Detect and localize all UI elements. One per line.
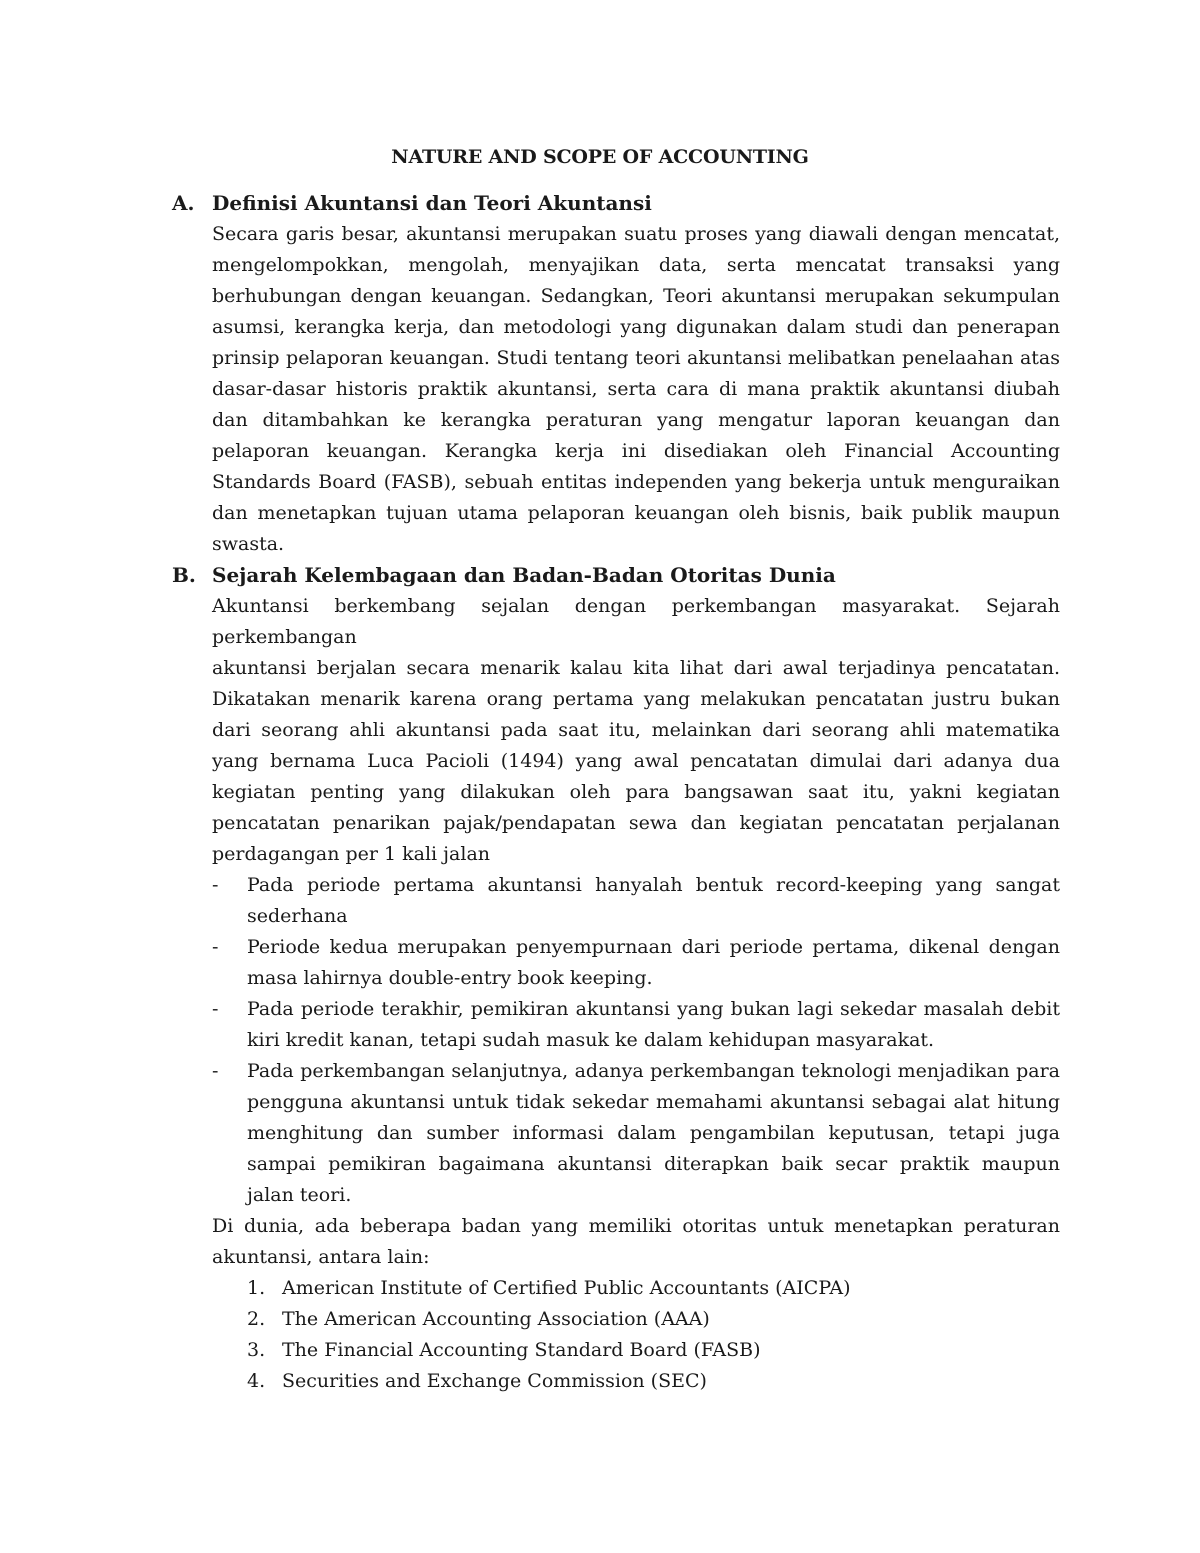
list-item-text: Pada periode terakhir, pemikiran akuntansi yang bukan lagi sekedar masalah debit kiri kredit kanan, tetapi sudah masuk ke dalam kehidupan masyarakat. <box>247 998 1060 1051</box>
list-number: 4. <box>247 1370 266 1392</box>
list-item-text: Securities and Exchange Commission (SEC) <box>282 1370 707 1392</box>
list-item <box>212 870 1060 932</box>
list-item <box>212 932 1060 994</box>
list-number: 2. <box>247 1308 266 1330</box>
history-period-list <box>212 870 1060 1211</box>
list-item-text: American Institute of Certified Public Accountants (AICPA) <box>282 1277 851 1299</box>
authority-list <box>247 1273 1060 1397</box>
list-number: 1. <box>247 1277 266 1299</box>
section-b-intro-paragraph: akuntansi berjalan secara menarik kalau kita lihat dari awal terjadinya pencatatan. Dikatakan menarik karena orang pertama yang melakukan pencatatan justru bukan dari seorang ahli akuntansi pada saat itu, melainkan dari seorang ahli matematika yang bernama Luca Pacioli (1494) yang awal pencatatan dimulai dari adanya dua kegiatan penting yang dilakukan oleh para bangsawan saat itu, yakni kegiatan pencatatan penarikan pajak/pendapatan sewa dan kegiatan pencatatan perjalanan perdagangan per 1 kali jalan <box>212 657 1060 865</box>
section-b-heading-text: Sejarah Kelembagaan dan Badan-Badan Otoritas Dunia <box>212 563 836 587</box>
list-item <box>247 1335 1060 1366</box>
list-item <box>212 1056 1060 1211</box>
list-item <box>212 994 1060 1056</box>
authority-intro-paragraph: Di dunia, ada beberapa badan yang memiliki otoritas untuk menetapkan peraturan akuntansi, antara lain: <box>212 1215 1060 1268</box>
list-item <box>247 1273 1060 1304</box>
list-item-text: Pada periode pertama akuntansi hanyalah bentuk record-keeping yang sangat sederhana <box>247 874 1060 927</box>
section-a <box>172 188 1060 560</box>
dash-bullet: - <box>212 998 219 1020</box>
dash-bullet: - <box>212 1060 219 1082</box>
section-a-heading-text: Definisi Akuntansi dan Teori Akuntansi <box>212 191 652 215</box>
section-b <box>172 560 1060 1397</box>
section-a-heading <box>172 188 1060 219</box>
list-item-text: Pada perkembangan selanjutnya, adanya perkembangan teknologi menjadikan para pengguna akuntansi untuk tidak sekedar memahami akuntansi sebagai alat hitung menghitung dan sumber informasi dalam pengambilan keputusan, tetapi juga sampai pemikiran bagaimana akuntansi diterapkan baik secar praktik maupun jalan teori. <box>247 1060 1060 1206</box>
section-b-letter: B. <box>172 563 196 587</box>
section-b-heading <box>172 560 1060 591</box>
dash-bullet: - <box>212 936 219 958</box>
list-number: 3. <box>247 1339 266 1361</box>
page-title: NATURE AND SCOPE OF ACCOUNTING <box>391 146 809 168</box>
section-b-intro-line1: Akuntansi berkembang sejalan dengan perkembangan masyarakat. Sejarah perkembangan <box>212 595 1060 648</box>
list-item-text: The Financial Accounting Standard Board (FASB) <box>282 1339 761 1361</box>
section-a-paragraph: Secara garis besar, akuntansi merupakan suatu proses yang diawali dengan mencatat, mengelompokkan, mengolah, menyajikan data, serta mencatat transaksi yang berhubungan dengan keuangan. Sedangkan, Teori akuntansi merupakan sekumpulan asumsi, kerangka kerja, dan metodologi yang digunakan dalam studi dan penerapan prinsip pelaporan keuangan. Studi tentang teori akuntansi melibatkan penelaahan atas dasar-dasar historis praktik akuntansi, serta cara di mana praktik akuntansi diubah dan ditambahkan ke kerangka peraturan yang mengatur laporan keuangan dan pelaporan keuangan. Kerangka kerja ini disediakan oleh Financial Accounting Standards Board (FASB), sebuah entitas independen yang bekerja untuk menguraikan dan menetapkan tujuan utama pelaporan keuangan oleh bisnis, baik publik maupun swasta. <box>212 223 1060 555</box>
dash-bullet: - <box>212 874 219 896</box>
list-item <box>247 1304 1060 1335</box>
list-item <box>247 1366 1060 1397</box>
list-item-text: The American Accounting Association (AAA) <box>282 1308 710 1330</box>
section-a-letter: A. <box>172 191 195 215</box>
list-item-text: Periode kedua merupakan penyempurnaan dari periode pertama, dikenal dengan masa lahirnya double-entry book keeping. <box>247 936 1060 989</box>
